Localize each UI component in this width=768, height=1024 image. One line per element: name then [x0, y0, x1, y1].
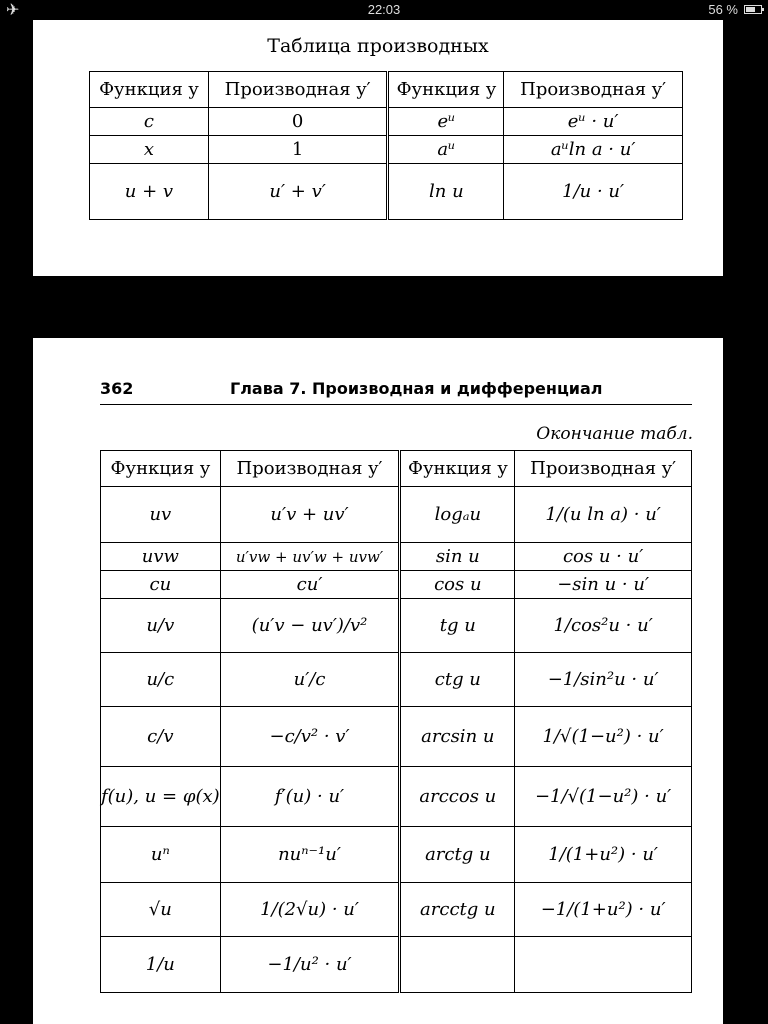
cell: 1/(u ln a) · u′: [515, 487, 692, 543]
cell: cu: [101, 571, 221, 599]
cell: 1/cos²u · u′: [515, 599, 692, 653]
table-title: Таблица производных: [267, 35, 489, 57]
cell: eᵘ · u′: [504, 108, 683, 136]
cell: ln u: [388, 164, 504, 220]
cell: arctg u: [400, 827, 515, 883]
cell: [515, 937, 692, 993]
cell: u′ + v′: [208, 164, 388, 220]
cell: arcctg u: [400, 883, 515, 937]
header-derivative: Производная y′: [504, 72, 683, 108]
page-top: [33, 20, 723, 276]
airplane-icon: ✈: [6, 2, 20, 19]
header-derivative: Производная y′: [220, 451, 400, 487]
cell: −c/v² · v′: [220, 707, 400, 767]
cell: 1/u · u′: [504, 164, 683, 220]
cell: logₐu: [400, 487, 515, 543]
cell: −1/u² · u′: [220, 937, 400, 993]
cell: f(u), u = φ(x): [101, 767, 221, 827]
cell: 1/(2√u) · u′: [220, 883, 400, 937]
chapter-title: Глава 7. Производная и дифференциал: [230, 379, 603, 398]
header-function: Функция y: [388, 72, 504, 108]
cell: u/v: [101, 599, 221, 653]
cell: u′vw + uv′w + uvw′: [220, 543, 400, 571]
cell: uv: [101, 487, 221, 543]
header-function: Функция y: [400, 451, 515, 487]
cell: −sin u · u′: [515, 571, 692, 599]
header-function: Функция y: [90, 72, 209, 108]
cell: cos u · u′: [515, 543, 692, 571]
cell: f′(u) · u′: [220, 767, 400, 827]
header-derivative: Производная y′: [515, 451, 692, 487]
cell: aᵘln a · u′: [504, 136, 683, 164]
cell: ctg u: [400, 653, 515, 707]
cell: cos u: [400, 571, 515, 599]
derivatives-table-top: [89, 71, 683, 220]
cell: 1/(1+u²) · u′: [515, 827, 692, 883]
cell: sin u: [400, 543, 515, 571]
header-derivative: Производная y′: [208, 72, 388, 108]
cell: [400, 937, 515, 993]
table-continuation: Окончание табл.: [536, 424, 693, 444]
cell: arcsin u: [400, 707, 515, 767]
page-bottom: [33, 338, 723, 1024]
cell: cu′: [220, 571, 400, 599]
running-header: [100, 378, 692, 405]
battery-percent: 56 %: [708, 2, 738, 17]
page-number: 362: [100, 379, 134, 398]
cell: (u′v − uv′)/v²: [220, 599, 400, 653]
status-bar: [0, 0, 768, 20]
derivatives-table-bottom: [100, 450, 692, 993]
cell: 1: [208, 136, 388, 164]
cell: tg u: [400, 599, 515, 653]
cell: uⁿ: [101, 827, 221, 883]
cell: x: [90, 136, 209, 164]
cell: u + v: [90, 164, 209, 220]
cell: aᵘ: [388, 136, 504, 164]
header-function: Функция y: [101, 451, 221, 487]
cell: nuⁿ⁻¹u′: [220, 827, 400, 883]
clock: 22:03: [367, 2, 401, 17]
cell: u′v + uv′: [220, 487, 400, 543]
cell: 1/√(1−u²) · u′: [515, 707, 692, 767]
cell: arccos u: [400, 767, 515, 827]
cell: c: [90, 108, 209, 136]
cell: 0: [208, 108, 388, 136]
cell: −1/sin²u · u′: [515, 653, 692, 707]
cell: uvw: [101, 543, 221, 571]
cell: √u: [101, 883, 221, 937]
cell: −1/(1+u²) · u′: [515, 883, 692, 937]
cell: 1/u: [101, 937, 221, 993]
cell: u′/c: [220, 653, 400, 707]
cell: eᵘ: [388, 108, 504, 136]
battery-icon: [744, 5, 762, 14]
cell: u/c: [101, 653, 221, 707]
cell: c/v: [101, 707, 221, 767]
cell: −1/√(1−u²) · u′: [515, 767, 692, 827]
